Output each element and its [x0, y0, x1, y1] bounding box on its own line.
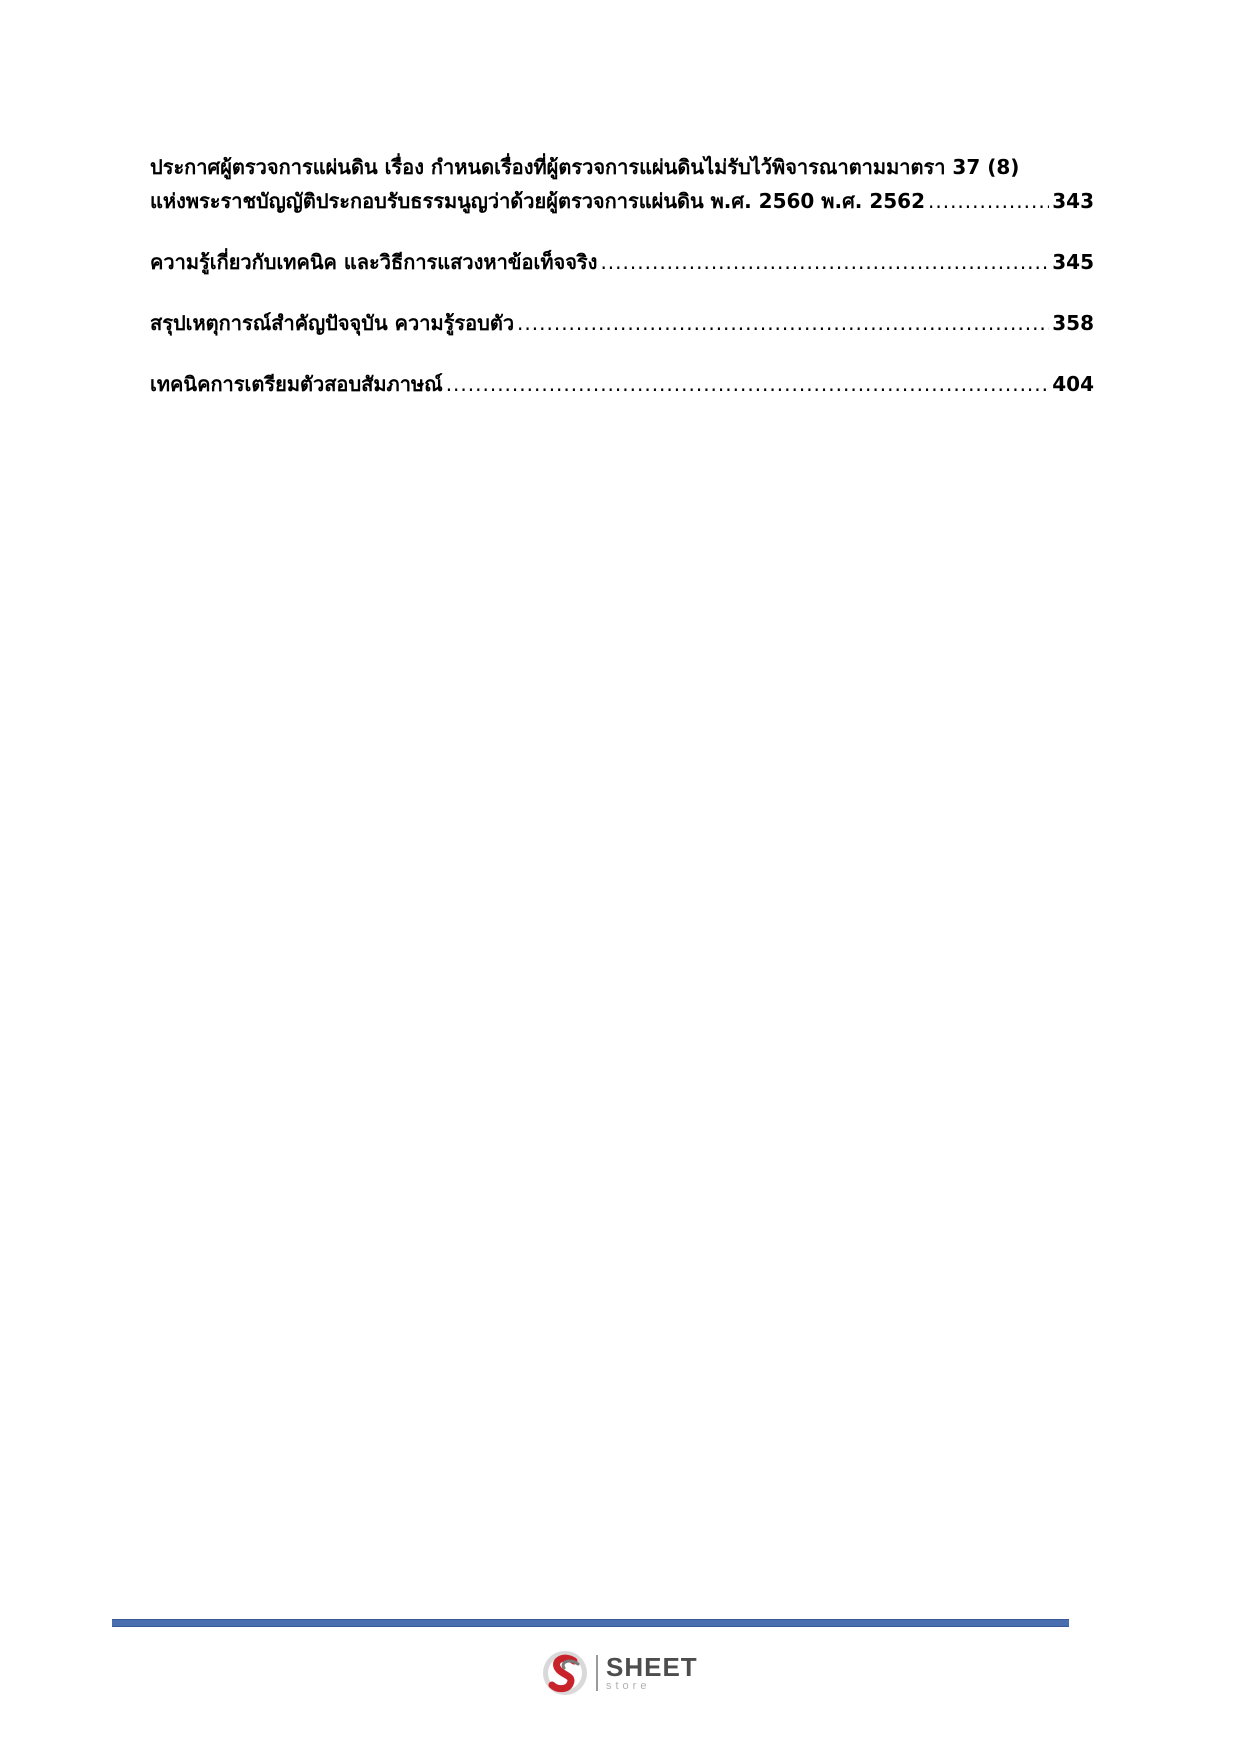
logo-text: [606, 1654, 698, 1692]
toc-entry[interactable]: [150, 150, 1094, 218]
logo-subtext: store: [606, 1680, 651, 1692]
toc-entry-title: ความรู้เกี่ยวกับเทคนิค และวิธีการแสวงหาข้อเท็จจริง: [150, 250, 598, 274]
toc-page-number: 345: [1052, 250, 1094, 274]
sheet-store-logo-icon: [540, 1648, 590, 1698]
dot-leader: [517, 306, 1049, 340]
logo-divider: [596, 1655, 598, 1691]
toc-entry-title-continued: แห่งพระราชบัญญัติประกอบรับธรรมนูญว่าด้วยผู้ตรวจการแผ่นดิน พ.ศ. 2560 พ.ศ. 2562: [150, 189, 925, 213]
dot-leader: [446, 367, 1050, 401]
dot-leader: [928, 184, 1049, 218]
footer-rule: [112, 1619, 1069, 1627]
toc-entry[interactable]: [150, 367, 1094, 401]
toc-entry[interactable]: [150, 306, 1094, 340]
toc-page-number: 358: [1052, 311, 1094, 335]
toc-page-number: 404: [1052, 372, 1094, 396]
toc-entry-title: สรุปเหตุการณ์สำคัญปัจจุบัน ความรู้รอบตัว: [150, 311, 515, 335]
toc-entry[interactable]: [150, 245, 1094, 279]
toc-entry-title: ประกาศผู้ตรวจการแผ่นดิน เรื่อง กำหนดเรื่องที่ผู้ตรวจการแผ่นดินไม่รับไว้พิจารณาตามมาตรา 37 (8): [150, 155, 1020, 179]
dot-leader: [600, 245, 1049, 279]
logo-word: SHEET: [606, 1652, 698, 1682]
table-of-contents: [150, 150, 1094, 428]
toc-entry-title: เทคนิคการเตรียมตัวสอบสัมภาษณ์: [150, 372, 443, 396]
toc-page-number: 343: [1052, 189, 1094, 213]
footer-logo: [540, 1648, 698, 1698]
